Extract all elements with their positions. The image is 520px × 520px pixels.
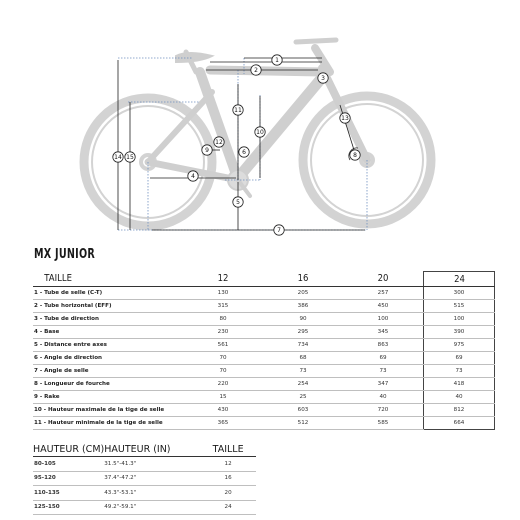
dimension-marker-label: 14 [114,154,122,162]
dimension-marker [255,127,265,137]
dimension-marker [272,55,282,65]
size-value: 12 [200,457,256,472]
geometry-value: 561 [183,339,263,352]
geometry-row [33,313,495,326]
geometry-header-row [33,272,495,287]
geometry-row [33,352,495,365]
geometry-value: 90 [263,313,343,326]
dimension-marker-label: 8 [353,152,357,160]
dimension-marker-label: 3 [321,75,325,83]
model-title: MX JUNIOR [34,247,95,262]
size-header-label: TAILLE [44,272,172,287]
size-column-header: 16 [269,272,337,287]
height-cm-value: 125-150 [33,500,104,515]
geometry-row-label: 9 - Rake [33,391,183,404]
geometry-value: 15 [183,391,263,404]
geometry-value: 515 [424,300,495,313]
dimension-marker [113,152,123,162]
height-in-value: 31.5"-41.3" [104,457,200,472]
dimension-marker-label: 10 [256,129,264,137]
geometry-row [33,300,495,313]
geometry-row [33,287,495,300]
dimension-marker [340,113,350,123]
geometry-row-label: 7 - Angle de selle [33,365,183,378]
geometry-value: 69 [424,352,495,365]
geometry-row [33,365,495,378]
geometry-row-label: 10 - Hauteur maximale de la tige de selle [33,404,183,417]
geometry-value: 450 [343,300,424,313]
size-guide-row [33,500,256,515]
size-column-header: 12 [189,272,257,287]
geometry-value: 863 [343,339,424,352]
geometry-value: 68 [263,352,343,365]
geometry-row-label: 3 - Tube de direction [33,313,183,326]
geometry-value: 315 [183,300,263,313]
dimension-marker-label: 13 [341,115,349,123]
dimension-marker-label: 15 [126,154,134,162]
geometry-value: 25 [263,391,343,404]
height-cm-value: 80-105 [33,457,104,472]
dimension-marker-label: 2 [254,67,258,75]
dimension-marker [274,225,284,235]
dimension-marker-label: 7 [277,227,281,235]
geometry-value: 70 [183,352,263,365]
height-cm-header: HAUTEUR (CM) [33,443,105,455]
dimension-marker-label: 9 [205,147,209,155]
geometry-value: 734 [263,339,343,352]
geometry-row-label: 1 - Tube de selle (C-T) [33,287,183,300]
size-value: 24 [200,500,256,515]
geometry-value: 100 [424,313,495,326]
geometry-table [33,271,495,430]
geometry-value: 40 [343,391,424,404]
geometry-row-label: 11 - Hauteur minimale de la tige de selle [33,417,183,430]
geometry-value: 390 [424,326,495,339]
geometry-value: 40 [424,391,495,404]
dimension-marker [233,197,243,207]
size-guide-row [33,486,256,501]
geometry-value: 430 [183,404,263,417]
size-guide-table [33,442,256,515]
size-guide-header-row [33,442,256,457]
bike-geometry-diagram [0,0,520,240]
geometry-row [33,378,495,391]
geometry-row [33,404,495,417]
dimension-marker-label: 4 [191,173,195,181]
geometry-value: 220 [183,378,263,391]
geometry-value: 69 [343,352,424,365]
height-cm-value: 110-135 [33,486,104,501]
size-column-header: 24 [429,272,489,287]
dimension-marker-label: 1 [275,57,279,65]
geometry-value: 365 [183,417,263,430]
dimension-marker [214,137,224,147]
geometry-value: 664 [424,417,495,430]
geometry-row [33,417,495,430]
geometry-value: 295 [263,326,343,339]
height-in-value: 43.3"-53.1" [104,486,200,501]
height-in-value: 49.2"-59.1" [104,500,200,515]
geometry-value: 603 [263,404,343,417]
geometry-value: 73 [424,365,495,378]
geometry-value: 205 [263,287,343,300]
geometry-row-label: 2 - Tube horizontal (EFF) [33,300,183,313]
height-in-header: HAUTEUR (IN) [104,442,200,457]
size-guide-row [33,457,256,472]
dimension-marker [318,73,328,83]
size-column-header: 20 [349,272,417,287]
dimension-marker-label: 6 [242,149,246,157]
size-value: 16 [200,471,256,486]
geometry-value: 257 [343,287,424,300]
dimension-marker-label: 5 [236,199,240,207]
dimension-marker-label: 11 [234,107,242,115]
size-header: TAILLE [200,442,256,457]
geometry-row [33,326,495,339]
geometry-value: 386 [263,300,343,313]
size-guide-row [33,471,256,486]
geometry-value: 300 [424,287,495,300]
geometry-row-label: 5 - Distance entre axes [33,339,183,352]
geometry-value: 73 [263,365,343,378]
geometry-row [33,339,495,352]
dimension-marker [233,105,243,115]
geometry-value: 100 [343,313,424,326]
dimension-marker [202,145,212,155]
bike-frame [148,40,367,196]
geometry-value: 418 [424,378,495,391]
geometry-value: 230 [183,326,263,339]
geometry-value: 585 [343,417,424,430]
geometry-value: 80 [183,313,263,326]
geometry-value: 130 [183,287,263,300]
geometry-value: 345 [343,326,424,339]
geometry-row [33,391,495,404]
geometry-row-label: 6 - Angle de direction [33,352,183,365]
geometry-value: 512 [263,417,343,430]
dimension-marker [188,171,198,181]
height-cm-value: 95-120 [33,471,104,486]
height-in-value: 37.4"-47.2" [104,471,200,486]
geometry-value: 720 [343,404,424,417]
size-value: 20 [200,486,256,501]
geometry-row-label: 4 - Base [33,326,183,339]
dimension-marker [251,65,261,75]
geometry-value: 975 [424,339,495,352]
geometry-value: 73 [343,365,424,378]
dimension-marker-label: 12 [215,139,223,147]
geometry-value: 812 [424,404,495,417]
dimension-marker [239,147,249,157]
geometry-value: 254 [263,378,343,391]
geometry-row-label: 8 - Longueur de fourche [33,378,183,391]
geometry-value: 70 [183,365,263,378]
dimension-marker [350,150,360,160]
geometry-value: 347 [343,378,424,391]
dimension-marker [125,152,135,162]
